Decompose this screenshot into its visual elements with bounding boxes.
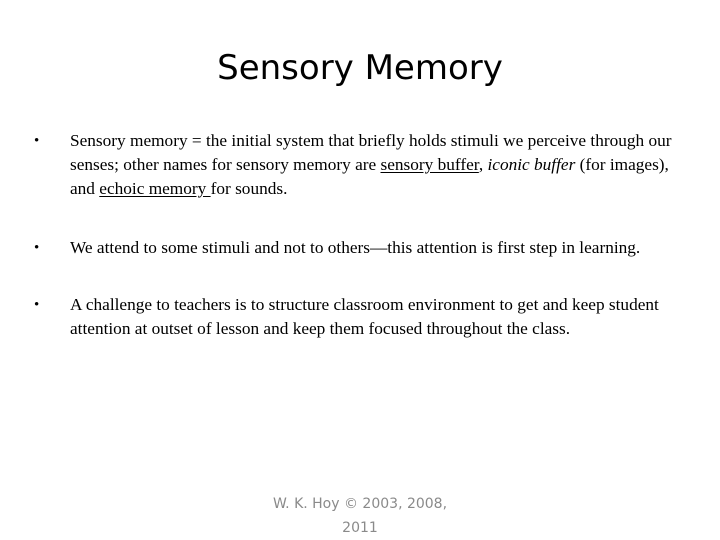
bullet-item-teacher-challenge (34, 293, 694, 341)
term-sensory-buffer: sensory buffer (380, 155, 479, 174)
bullet-text: A challenge to teachers is to structure classroom environment to get and keep student attention at outset of lesson and keep them focused throughout the class. (70, 295, 659, 338)
term-iconic-buffer: iconic buffer (487, 155, 576, 174)
bullet-text: for sounds. (210, 179, 288, 198)
footer-line-1: W. K. Hoy © 2003, 2008, (272, 496, 448, 512)
slide-title: Sensory Memory (217, 48, 503, 88)
bullet-dot-icon: • (34, 133, 40, 149)
term-echoic-memory: echoic memory (99, 179, 211, 198)
bullet-text: Sensory memory = the initial system that briefly holds stimuli we perceive through our senses; other names for sensory memory are (70, 131, 672, 174)
bullet-item-sensory-memory (34, 129, 694, 201)
bullet-text: , (478, 155, 488, 174)
bullet-dot-icon: • (34, 297, 40, 313)
bullet-dot-icon: • (34, 240, 40, 256)
footer-copyright (250, 492, 470, 540)
bullet-list (34, 129, 694, 341)
bullet-text: We attend to some stimuli and not to others—this attention is first step in learning. (70, 238, 641, 257)
bullet-text: (for images), and (70, 155, 669, 198)
footer-line-2: 2011 (342, 520, 378, 536)
bullet-item-attention (34, 236, 694, 260)
